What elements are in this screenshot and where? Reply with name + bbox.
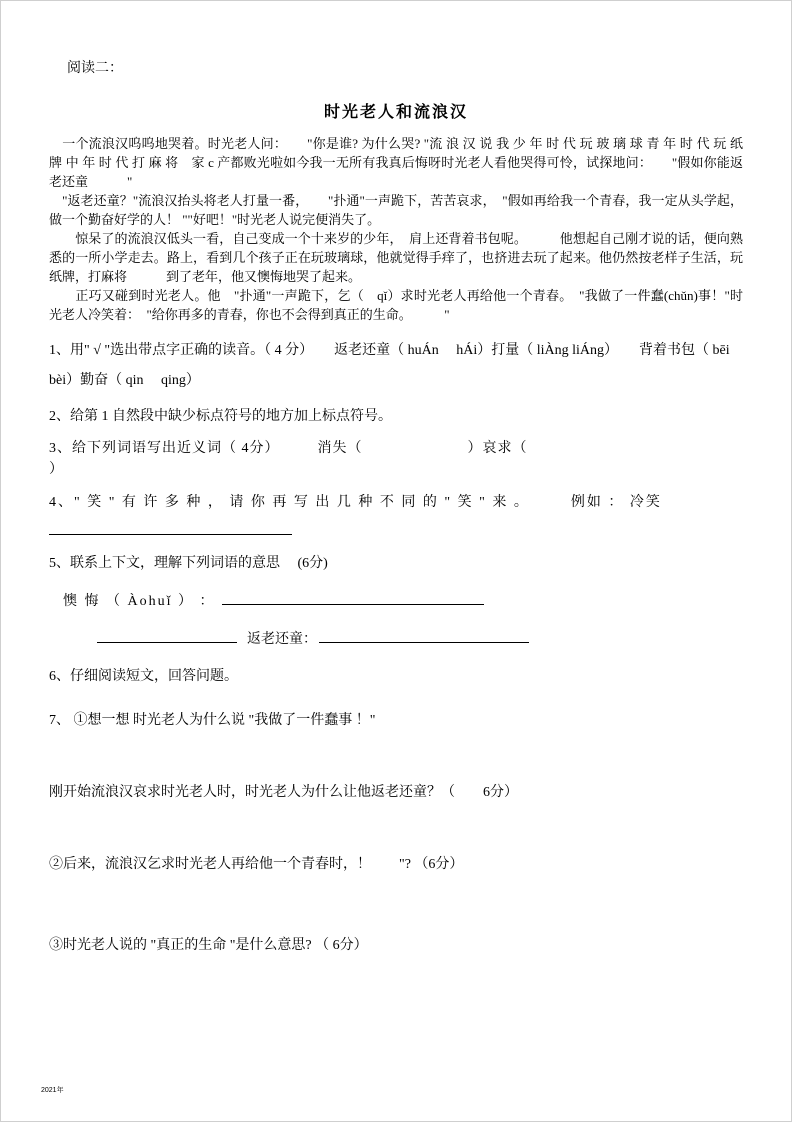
question-1: 1、用" √ "选出带点字正确的读音。（ 4 分） 返老还童（ huÁn hÁi）打量（ liÀng liÁng） 背着书包（ bēi bèi）勤奋（ qin qing） [49,343,748,388]
question-7: 7、 ①想一想 时光老人为什么说 "我做了一件蠢事 ！" [49,712,376,728]
question-5-item-2 [49,627,743,648]
question-5-item-1 [49,589,743,610]
question-7-sub2: ②后来，流浪汉乞求时光老人再给他一个青春时，！ "? （6分） [49,857,464,873]
question-5: 5、联系上下文，理解下列词语的意思 (6分) [49,556,328,572]
passage-paragraph-4: 正巧又碰到时光老人。他 "扑通"一声跪下，乞（ qǐ）求时光老人再给他一个青春。 "我做了一件蠢(chǔn)事！"时光老人冷笑着： "给你再多的青春，你也不会得到真正的生命。 " [49,288,743,322]
question-3: 3、给下列词语写出近义词（ 4分） 消失（ ）哀求（ ） [49,441,753,477]
question-2: 2、给第 1 自然段中缺少标点符号的地方加上标点符号。 [49,409,392,424]
page-title: 时光老人和流浪汉 [323,104,468,121]
answer-blank-line [222,589,484,605]
question-7-sub3: ③时光老人说的 "真正的生命 "是什么意思? （ 6分） [49,937,368,953]
reading-passage [49,134,743,324]
question-6: 6、仔细阅读短文，回答问题。 [49,669,238,685]
section-label: 阅读二： [67,61,123,76]
passage-paragraph-1: 一个流浪汉呜呜地哭着。时光老人问： "你是谁? 为什么哭? "流 浪 汉 说 我 少 年 时 代 玩 玻 璃 球 青 年 时 代 玩 纸 牌 中 年 时 代 打 麻 将 家 c 产都败光啦如今我一无所有我真后悔呀时光老人看他哭得可怜，试探地问： "假如你能返老还童 " [49,136,743,189]
question-4: 4、" 笑 " 有 许 多 种 ， 请 你 再 写 出 几 种 不 同 的 " 笑 " 来 。 例如 ： 冷笑 [49,494,662,510]
passage-paragraph-3: 惊呆了的流浪汉低头一看，自己变成一个十来岁的少年， 肩上还背着书包呢。 他想起自己刚才说的话，便向熟悉的一所小学走去。路上，看到几个孩子正在玩玻璃球，他就觉得手痒了，也挤进去玩了起来。他仍然按老样子生活，玩纸牌，打麻将 到了老年，他又懊悔地哭了起来。 [49,231,743,284]
word-fanlaohuantong-label: 返老还童： [247,632,317,648]
footer-year: 2021年 [41,1087,64,1094]
passage-paragraph-2: "返老还童？"流浪汉抬头将老人打量一番， "扑通"一声跪下，苦苦哀求， "假如再给我一个青春，我一定从头学起，做一个勤奋好学的人！ ""好吧！"时光老人说完便消失了。 [49,193,743,227]
answer-blank-line [319,627,529,643]
answer-blank-line [97,627,237,643]
question-7-sub1: 刚开始流浪汉哀求时光老人时，时光老人为什么让他返老还童？（ 6分） [49,785,518,801]
word-aohui-label: 懊 悔 （ Àohuǐ ） ： [63,594,216,610]
answer-blank-line [49,534,292,535]
